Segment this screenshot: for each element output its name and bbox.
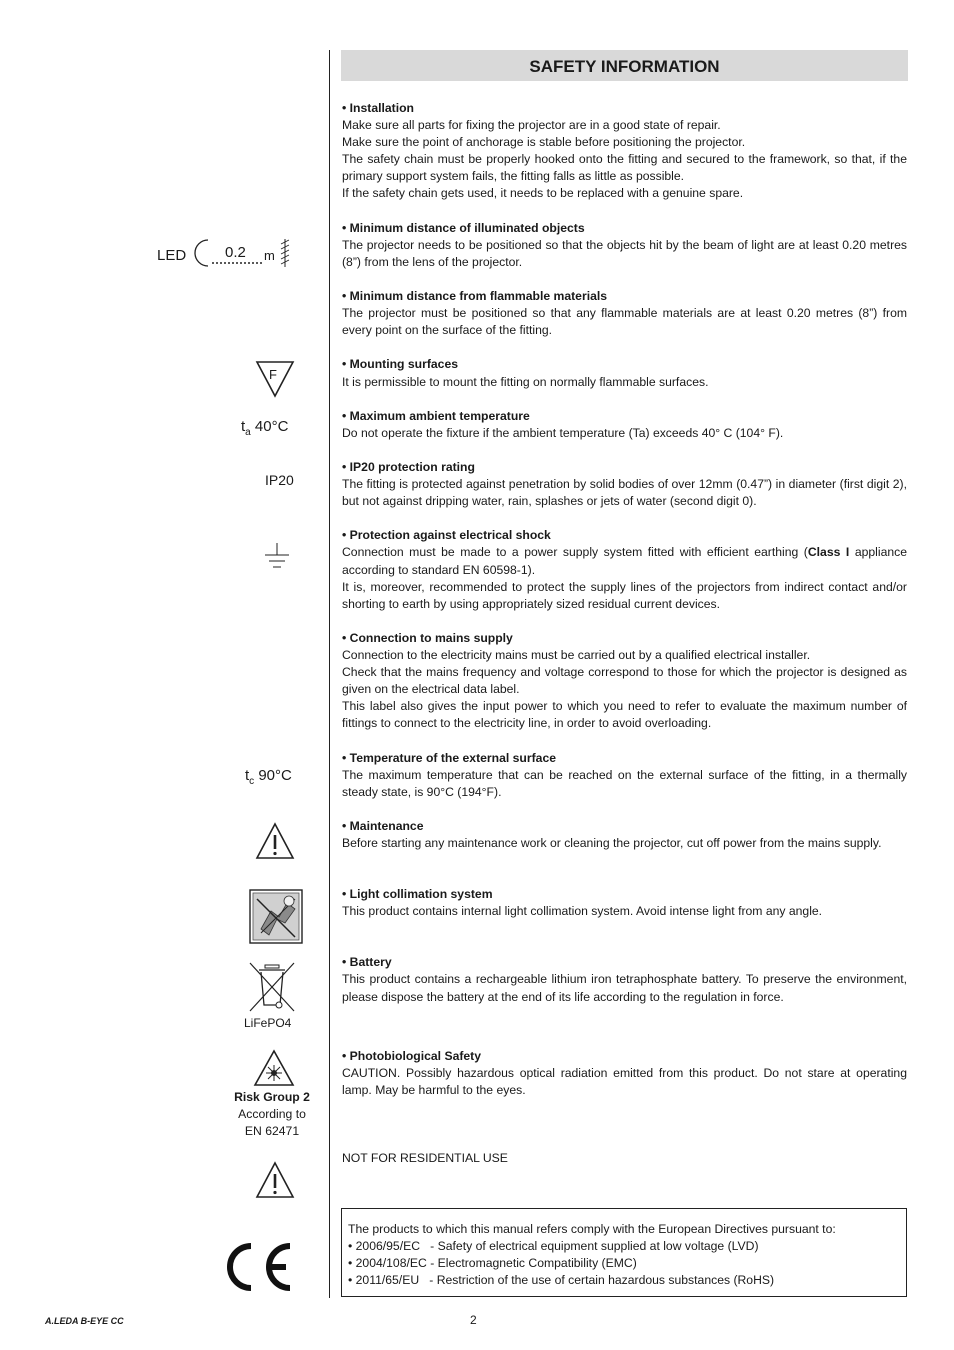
section-title: • Minimum distance of illuminated objects <box>342 220 585 235</box>
paragraph: CAUTION. Possibly hazardous optical radiation emitted from this product. Do not stare at operating lamp. May be harmful to the eyes. <box>342 1065 907 1097</box>
paragraph: This product contains a rechargeable lithium iron tetraphosphate battery. To preserve the environment, please dispose the battery at the end of its life according to the regulation in force. <box>342 972 907 1004</box>
paragraph: Connection to the electricity mains must be carried out by a qualified electrical installer. <box>342 648 811 662</box>
tc-subscript: c <box>249 776 255 787</box>
safety-content <box>342 100 907 1167</box>
compliance-item: • 2004/108/EC - Electromagnetic Compatibility (EMC) <box>348 1256 637 1270</box>
section-ip20 <box>342 459 907 510</box>
paragraph: Before starting any maintenance work or cleaning the projector, cut off power from the mains supply. <box>342 836 882 851</box>
paragraph: Make sure all parts for fixing the projector are in a good state of repair. <box>342 118 721 133</box>
section-title: • Connection to mains supply <box>342 630 513 645</box>
ce-mark-icon <box>222 1240 296 1294</box>
paragraph: Make sure the point of anchorage is stable before positioning the projector. <box>342 135 746 150</box>
section-title: • Photobiological Safety <box>342 1048 482 1063</box>
light-collimation-icon <box>249 889 303 944</box>
section-title: • Maximum ambient temperature <box>342 408 530 423</box>
warning-icon <box>255 822 295 860</box>
section-max-ambient-temp <box>342 408 907 442</box>
paragraph <box>342 544 907 578</box>
paragraph: It is, moreover, recommended to protect the supply lines of the projectors from indirect contact and/or shorting to earth by using appropriately sized residual current devices. <box>342 579 907 611</box>
section-title: • IP20 protection rating <box>342 459 475 474</box>
compliance-item: • 2011/65/EU - Restriction of the use of certain hazardous substances (RoHS) <box>348 1273 775 1287</box>
paragraph: It is permissible to mount the fitting on normally flammable surfaces. <box>342 374 709 389</box>
text-run: Connection must be made to a power supply system fitted with efficient earthing ( <box>342 545 808 560</box>
class-i-label: Class I <box>807 545 850 560</box>
section-external-surface-temp <box>342 750 907 801</box>
text-run: appliance according to standard EN 60598-1). <box>342 545 907 577</box>
section-title: • Temperature of the external surface <box>342 750 557 765</box>
crossed-bin-icon <box>246 961 298 1013</box>
compliance-box <box>341 1208 907 1297</box>
paragraph: Check that the mains frequency and voltage correspond to those for which the projector is designed as given on the electrical data label. <box>342 665 907 697</box>
led-distance-unit: m <box>264 248 275 263</box>
led-label: LED <box>157 247 187 264</box>
according-to-label: According to <box>238 1107 306 1121</box>
paragraph: The fitting is protected against penetration by solid bodies of over 12mm (0.47”) in diameter (first digit 2), but not against dripping water, rain, splashes or jets of water (second digit 0). <box>342 477 907 509</box>
section-title: • Installation <box>342 101 414 115</box>
residential-note: NOT FOR RESIDENTIAL USE <box>342 1150 508 1165</box>
section-title: • Protection against electrical shock <box>342 528 551 543</box>
section-maintenance <box>342 818 907 852</box>
compliance-item: • 2006/95/EC - Safety of electrical equipment supplied at low voltage (LVD) <box>348 1239 759 1253</box>
section-mains-connection <box>342 630 907 733</box>
section-min-distance-flammable <box>342 288 907 339</box>
ambient-temp-symbol <box>241 418 288 438</box>
paragraph: The maximum temperature that can be reached on the external surface of the fitting, in a thermally steady state, is 90°C (194°F). <box>342 767 907 799</box>
f-mark-letter: F <box>269 367 277 382</box>
ta-prefix: t <box>241 418 246 435</box>
paragraph: The safety chain must be properly hooked onto the fitting and secured to the framework, so that, if the primary support system fails, the fitting falls as little as possible. <box>342 152 907 184</box>
paragraph: This product contains internal light collimation system. Avoid intense light from any angle. <box>342 904 823 919</box>
paragraph: This label also gives the input power to which you need to refer to evaluate the maximum number of fittings to connect to the electricity line, in order to avoid overloading. <box>342 699 907 731</box>
surface-temp-symbol <box>245 767 292 787</box>
section-mounting-surfaces <box>342 356 907 390</box>
led-distance-value: 0.2 <box>225 244 246 261</box>
ta-value: 40°C <box>250 418 289 435</box>
section-min-distance-illuminated <box>342 220 907 271</box>
section-title: • Minimum distance from flammable materials <box>342 289 608 304</box>
tc-prefix: t <box>245 767 250 784</box>
compliance-intro: The products to which this manual refers comply with the European Directives pursuant to: <box>348 1222 836 1236</box>
section-photobiological <box>342 1048 907 1099</box>
footer-model-name: A.LEDA B-EYE CC <box>45 1316 124 1326</box>
paragraph: The projector needs to be positioned so that the objects hit by the beam of light are at least 0.20 metres (8”) from the lens of the projector. <box>342 237 907 269</box>
page-title: SAFETY INFORMATION <box>341 50 908 81</box>
optical-radiation-icon <box>253 1049 295 1087</box>
page-number: 2 <box>470 1313 477 1327</box>
section-installation <box>342 100 907 203</box>
earth-ground-icon <box>262 541 292 571</box>
section-title: • Maintenance <box>342 818 424 833</box>
battery-chemistry-label: LiFePO4 <box>244 1016 292 1030</box>
risk-group-info <box>200 1089 344 1140</box>
section-light-collimation <box>342 886 907 920</box>
warning-icon <box>255 1161 295 1199</box>
paragraph: The projector must be positioned so that any flammable materials are at least 0.20 metres (8”) from every point on the surface of the fitting. <box>342 306 907 338</box>
ip-rating-label: IP20 <box>265 472 294 488</box>
section-battery <box>342 954 907 1005</box>
section-title: • Mounting surfaces <box>342 357 458 372</box>
paragraph: If the safety chain gets used, it needs to be replaced with a genuine spare. <box>342 186 744 201</box>
tc-value: 90°C <box>254 767 292 784</box>
section-title: • Light collimation system <box>342 887 493 902</box>
section-title: • Battery <box>342 955 392 970</box>
risk-group-label: Risk Group 2 <box>234 1090 310 1104</box>
ta-subscript: a <box>245 427 251 438</box>
section-electrical-shock <box>342 527 907 612</box>
standard-label: EN 62471 <box>244 1124 300 1138</box>
paragraph: Do not operate the fixture if the ambient temperature (Ta) exceeds 40° C (104° F). <box>342 425 784 440</box>
